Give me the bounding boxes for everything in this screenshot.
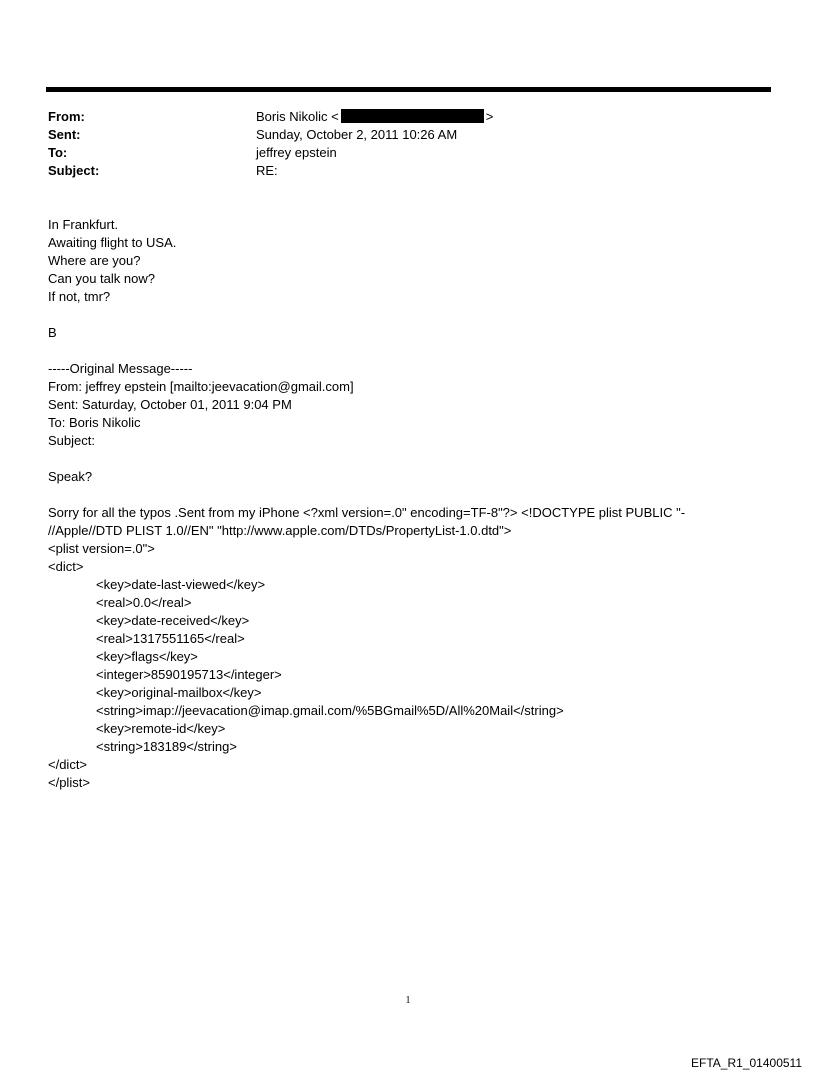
subject-label: Subject: (48, 163, 100, 178)
body-line: In Frankfurt. (48, 217, 119, 232)
body-line: Subject: (48, 433, 95, 448)
body-line: To: Boris Nikolic (48, 415, 141, 430)
body-line: Sorry for all the typos .Sent from my iPhone <?xml version=.0" encoding=TF-8"?> <!DOCTYPE plist PUBLIC "- (48, 505, 686, 520)
body-line: From: jeffrey epstein [mailto:jeevacation@gmail.com] (48, 379, 354, 394)
body-line: </dict> (48, 757, 88, 772)
from-label: From: (48, 109, 85, 124)
body-line: <key>remote-id</key> (96, 721, 226, 736)
body-line: -----Original Message----- (48, 361, 193, 376)
redaction-box (341, 109, 484, 123)
body-line: <string>imap://jeevacation@imap.gmail.com/%5BGmail%5D/All%20Mail</string> (96, 703, 564, 718)
body-line: <integer>8590195713</integer> (96, 667, 282, 682)
email-body (48, 216, 768, 792)
body-line: <real>1317551165</real> (96, 631, 245, 646)
to-label: To: (48, 145, 68, 160)
body-line: Can you talk now? (48, 271, 155, 286)
from-name: Boris Nikolic < (256, 109, 339, 124)
page-number: 1 (405, 995, 411, 1006)
body-line: <string>183189</string> (96, 739, 237, 754)
body-line: If not, tmr? (48, 289, 111, 304)
sent-value: Sunday, October 2, 2011 10:26 AM (256, 127, 458, 142)
body-line: Awaiting flight to USA. (48, 235, 177, 250)
body-line (48, 306, 768, 324)
body-line: Where are you? (48, 253, 141, 268)
to-value: jeffrey epstein (256, 145, 337, 160)
body-line: Sent: Saturday, October 01, 2011 9:04 PM (48, 397, 292, 412)
from-value (256, 108, 493, 126)
from-close: > (485, 109, 494, 124)
body-line: <real>0.0</real> (96, 595, 192, 610)
body-line: //Apple//DTD PLIST 1.0//EN" "http://www.apple.com/DTDs/PropertyList-1.0.dtd"> (48, 523, 512, 538)
body-line: <key>flags</key> (96, 649, 198, 664)
body-line: B (48, 325, 57, 340)
body-line: </plist> (48, 775, 90, 790)
body-line (48, 486, 768, 504)
body-line: <dict> (48, 559, 84, 574)
header-rule (46, 87, 771, 92)
body-line (48, 342, 768, 360)
sent-label: Sent: (48, 127, 81, 142)
body-line: <key>date-received</key> (96, 613, 250, 628)
body-line: Speak? (48, 469, 93, 484)
body-line (48, 450, 768, 468)
body-line: <key>date-last-viewed</key> (96, 577, 266, 592)
body-line: <key>original-mailbox</key> (96, 685, 262, 700)
subject-value: RE: (256, 163, 278, 178)
body-line: <plist version=.0"> (48, 541, 155, 556)
bates-number: EFTA_R1_01400511 (691, 1056, 802, 1070)
